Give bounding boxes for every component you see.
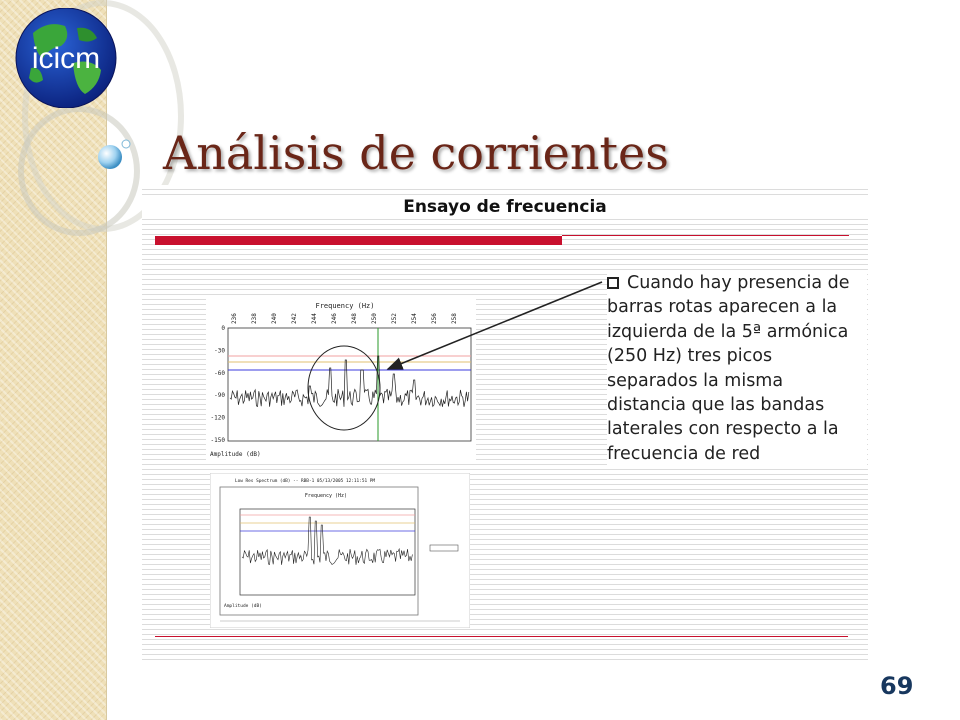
page-number: 69 — [880, 672, 914, 700]
globe-logo — [13, 8, 119, 108]
spectrum-bottom-header: Low Res Spectrum (dB) -- RBB-1 05/13/2005 12:11:51 PM — [234, 479, 376, 484]
spectrum-top-x-tick-label: 248 — [351, 313, 358, 324]
spectrum-top-x-tick-label: 238 — [251, 313, 258, 324]
pointer-arrow — [142, 185, 868, 660]
spectrum-top-y-axis-label: Amplitude (dB) — [210, 451, 261, 458]
spectrum-top-y-tick-label: 0 — [221, 325, 225, 332]
spectrum-top-x-tick-label: 246 — [331, 313, 338, 324]
embedded-slide-image — [142, 185, 868, 660]
spectrum-top-y-tick-label: -90 — [214, 392, 225, 400]
spectrum-top-x-tick-label: 256 — [431, 313, 438, 324]
spectrum-top-y-tick-label: -150 — [210, 437, 225, 444]
spectrum-top-x-tick-label: 254 — [411, 313, 418, 324]
spectrum-top-y-tick-label: -60 — [214, 369, 225, 377]
spectrum-top-x-tick-label: 244 — [311, 313, 318, 324]
spectrum-top-axis-title: Frequency (Hz) — [315, 302, 375, 310]
spectrum-top-y-tick-label: -30 — [214, 347, 225, 355]
spectrum-bottom-y-axis-label: Amplitude (dB) — [224, 604, 262, 609]
spectrum-top-x-tick-label: 252 — [391, 313, 398, 324]
bullet-text: Cuando hay presencia de barras rotas aparecen a la izquierda de la 5ª armónica (250 Hz) tres picos separados la misma distancia que las bandas laterales con respecto a la frecuencia de red — [607, 273, 850, 464]
spectrum-top-y-tick-label: -120 — [210, 414, 225, 422]
page-title: Análisis de corrientes — [163, 126, 669, 180]
spectrum-top-x-tick-label: 240 — [271, 313, 278, 324]
spectrum-bottom-axis-title: Frequency (Hz) — [304, 493, 348, 499]
spectrum-top-x-tick-label: 236 — [231, 313, 238, 324]
logo-text: icicm — [31, 42, 101, 75]
spectrum-top-x-tick-label: 242 — [291, 313, 298, 324]
spectrum-top-x-tick-label: 258 — [451, 313, 458, 324]
embedded-slide-title: Ensayo de frecuencia — [142, 197, 868, 217]
spectrum-top-x-tick-label: 250 — [371, 313, 378, 324]
